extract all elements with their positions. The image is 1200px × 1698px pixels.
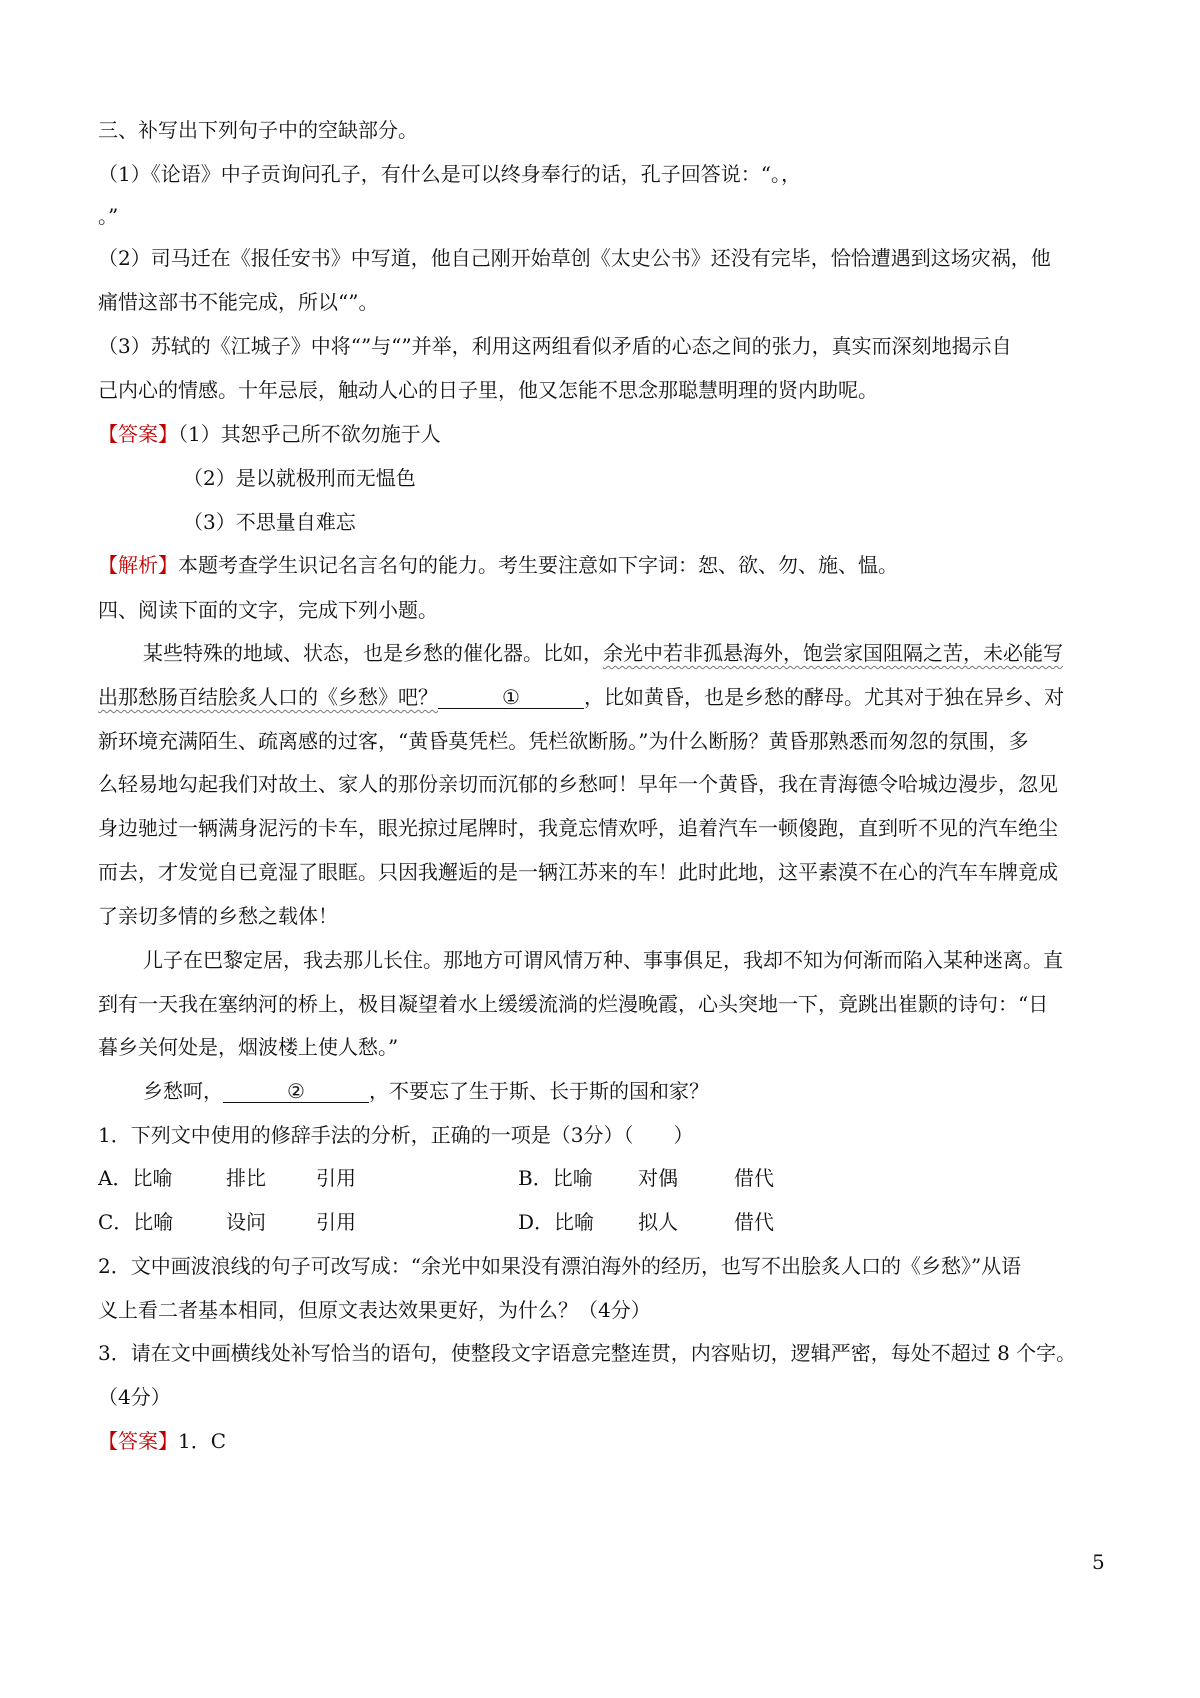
option-a-item2: 排比 — [226, 1166, 266, 1190]
quiz-question-1: 1．下列文中使用的修辞手法的分析，正确的一项是（3分）（ ） — [98, 1123, 694, 1147]
answer-block-3 — [98, 421, 441, 447]
passage-p2-line1: 儿子在巴黎定居，我去那儿长住。那地方可谓风情万种、事事俱足，我却不知为何渐而陷入某种迷离。直 — [143, 948, 1063, 972]
option-d-item2: 拟人 — [638, 1210, 678, 1234]
passage-p2-line3: 暮乡关何处是，烟波楼上使人愁。” — [98, 1035, 399, 1059]
page-number: 5 — [1092, 1550, 1105, 1574]
fill-blank-2: ② — [223, 1080, 369, 1103]
section4-heading: 四、阅读下面的文字，完成下列小题。 — [98, 598, 438, 622]
question3-2-line2: 痛惜这部书不能完成，所以“”。 — [98, 290, 379, 314]
answer-tag: 【答案】 — [98, 422, 178, 446]
answer3-2: （2）是以就极刑而无愠色 — [183, 466, 416, 490]
option-b-label: B．比喻 — [518, 1166, 593, 1190]
option-a-label: A．比喻 — [98, 1166, 173, 1190]
passage-p2-line2: 到有一天我在塞纳河的桥上，极目凝望着水上缓缓流淌的烂漫晚霞，心头突地一下，竟跳出崔颢的诗句：“日 — [98, 992, 1049, 1016]
passage-text: 乡愁呵， — [143, 1079, 223, 1103]
answer4-1: 1．C — [178, 1429, 227, 1453]
option-c-label: C．比喻 — [98, 1210, 174, 1234]
option-a-item3: 引用 — [316, 1166, 356, 1190]
passage-p3-line1 — [143, 1078, 709, 1104]
passage-p1-line4: 么轻易地勾起我们对故土、家人的那份亲切而沉郁的乡愁呵！早年一个黄昏，我在青海德令哈城边漫步，忽见 — [98, 772, 1058, 796]
question3-2-line1: （2）司马迁在《报任安书》中写道，他自己刚开始草创《太史公书》还没有完毕，恰恰遭遇到这场灾祸，他 — [98, 246, 1051, 270]
option-d-label: D．比喻 — [518, 1210, 595, 1234]
quiz-question-2-line1: 2．文中画波浪线的句子可改写成：“余光中如果没有漂泊海外的经历，也写不出脍炙人口的《乡愁》”从语 — [98, 1254, 1022, 1278]
wavy-underlined-sentence-end: 出那愁肠百结脍炙人口的《乡愁》吧？ — [98, 685, 438, 709]
fill-blank-1: ① — [438, 686, 584, 709]
passage-text: ，比如黄昏，也是乡愁的酵母。尤其对于独在异乡、对 — [584, 685, 1064, 709]
passage-p1-line7: 了亲切多情的乡愁之载体！ — [98, 904, 338, 928]
passage-p1-line1 — [143, 640, 1063, 666]
quiz-question-3-line1: 3．请在文中画横线处补写恰当的语句，使整段文字语意完整连贯，内容贴切，逻辑严密，每处不超过 8 个字。 — [98, 1341, 1077, 1365]
passage-p1-line6: 而去，才发觉自已竟湿了眼眶。只因我邂逅的是一辆江苏来的车！此时此地，这平素漠不在心的汽车车牌竟成 — [98, 860, 1058, 884]
option-d-item3: 借代 — [734, 1210, 774, 1234]
passage-text: 某些特殊的地域、状态，也是乡愁的催化器。比如， — [143, 641, 603, 665]
passage-p1-line5: 身边驰过一辆满身泥污的卡车，眼光掠过尾牌时，我竟忘情欢呼，追着汽车一顿傻跑，直到听不见的汽车绝尘 — [98, 816, 1058, 840]
option-b-item3: 借代 — [734, 1166, 774, 1190]
quiz-question-3-line2: （4分） — [98, 1385, 171, 1409]
answer3-3: （3）不思量自难忘 — [183, 510, 356, 534]
answer-block-4 — [98, 1428, 226, 1454]
wavy-underlined-sentence: 余光中若非孤悬海外，饱尝家国阻隔之苦，未必能写 — [603, 641, 1063, 665]
option-c-item3: 引用 — [316, 1210, 356, 1234]
question3-1-line1: （1）《论语》中子贡询问孔子，有什么是可以终身奉行的话，孔子回答说：“。， — [98, 162, 801, 186]
answer-tag: 【答案】 — [98, 1429, 178, 1453]
passage-p1-line3: 新环境充满陌生、疏离感的过客，“黄昏莫凭栏。凭栏欲断肠。”为什么断肠？黄昏那熟悉而匆忽的氛围，多 — [98, 729, 1029, 753]
passage-p1-line2 — [98, 684, 1064, 710]
analysis-text: 本题考查学生识记名言名句的能力。考生要注意如下字词：恕、欲、勿、施、愠。 — [178, 553, 898, 577]
analysis-block-3 — [98, 552, 898, 578]
question3-1-line2: 。” — [98, 204, 119, 228]
answer3-1: （1）其恕乎己所不欲勿施于人 — [178, 422, 441, 446]
quiz-question-2-line2: 义上看二者基本相同，但原文表达效果更好，为什么？（4分） — [98, 1298, 651, 1322]
question3-3-line1: （3）苏轼的《江城子》中将“”与“”并举，利用这两组看似矛盾的心态之间的张力，真实而深刻地揭示自 — [98, 334, 1012, 358]
analysis-tag: 【解析】 — [98, 553, 178, 577]
option-b-item2: 对偶 — [638, 1166, 678, 1190]
section3-heading: 三、补写出下列句子中的空缺部分。 — [98, 118, 418, 142]
option-c-item2: 设问 — [226, 1210, 266, 1234]
passage-text: ，不要忘了生于斯、长于斯的国和家？ — [369, 1079, 709, 1103]
question3-3-line2: 己内心的情感。十年忌辰，触动人心的日子里，他又怎能不思念那聪慧明理的贤内助呢。 — [98, 378, 878, 402]
